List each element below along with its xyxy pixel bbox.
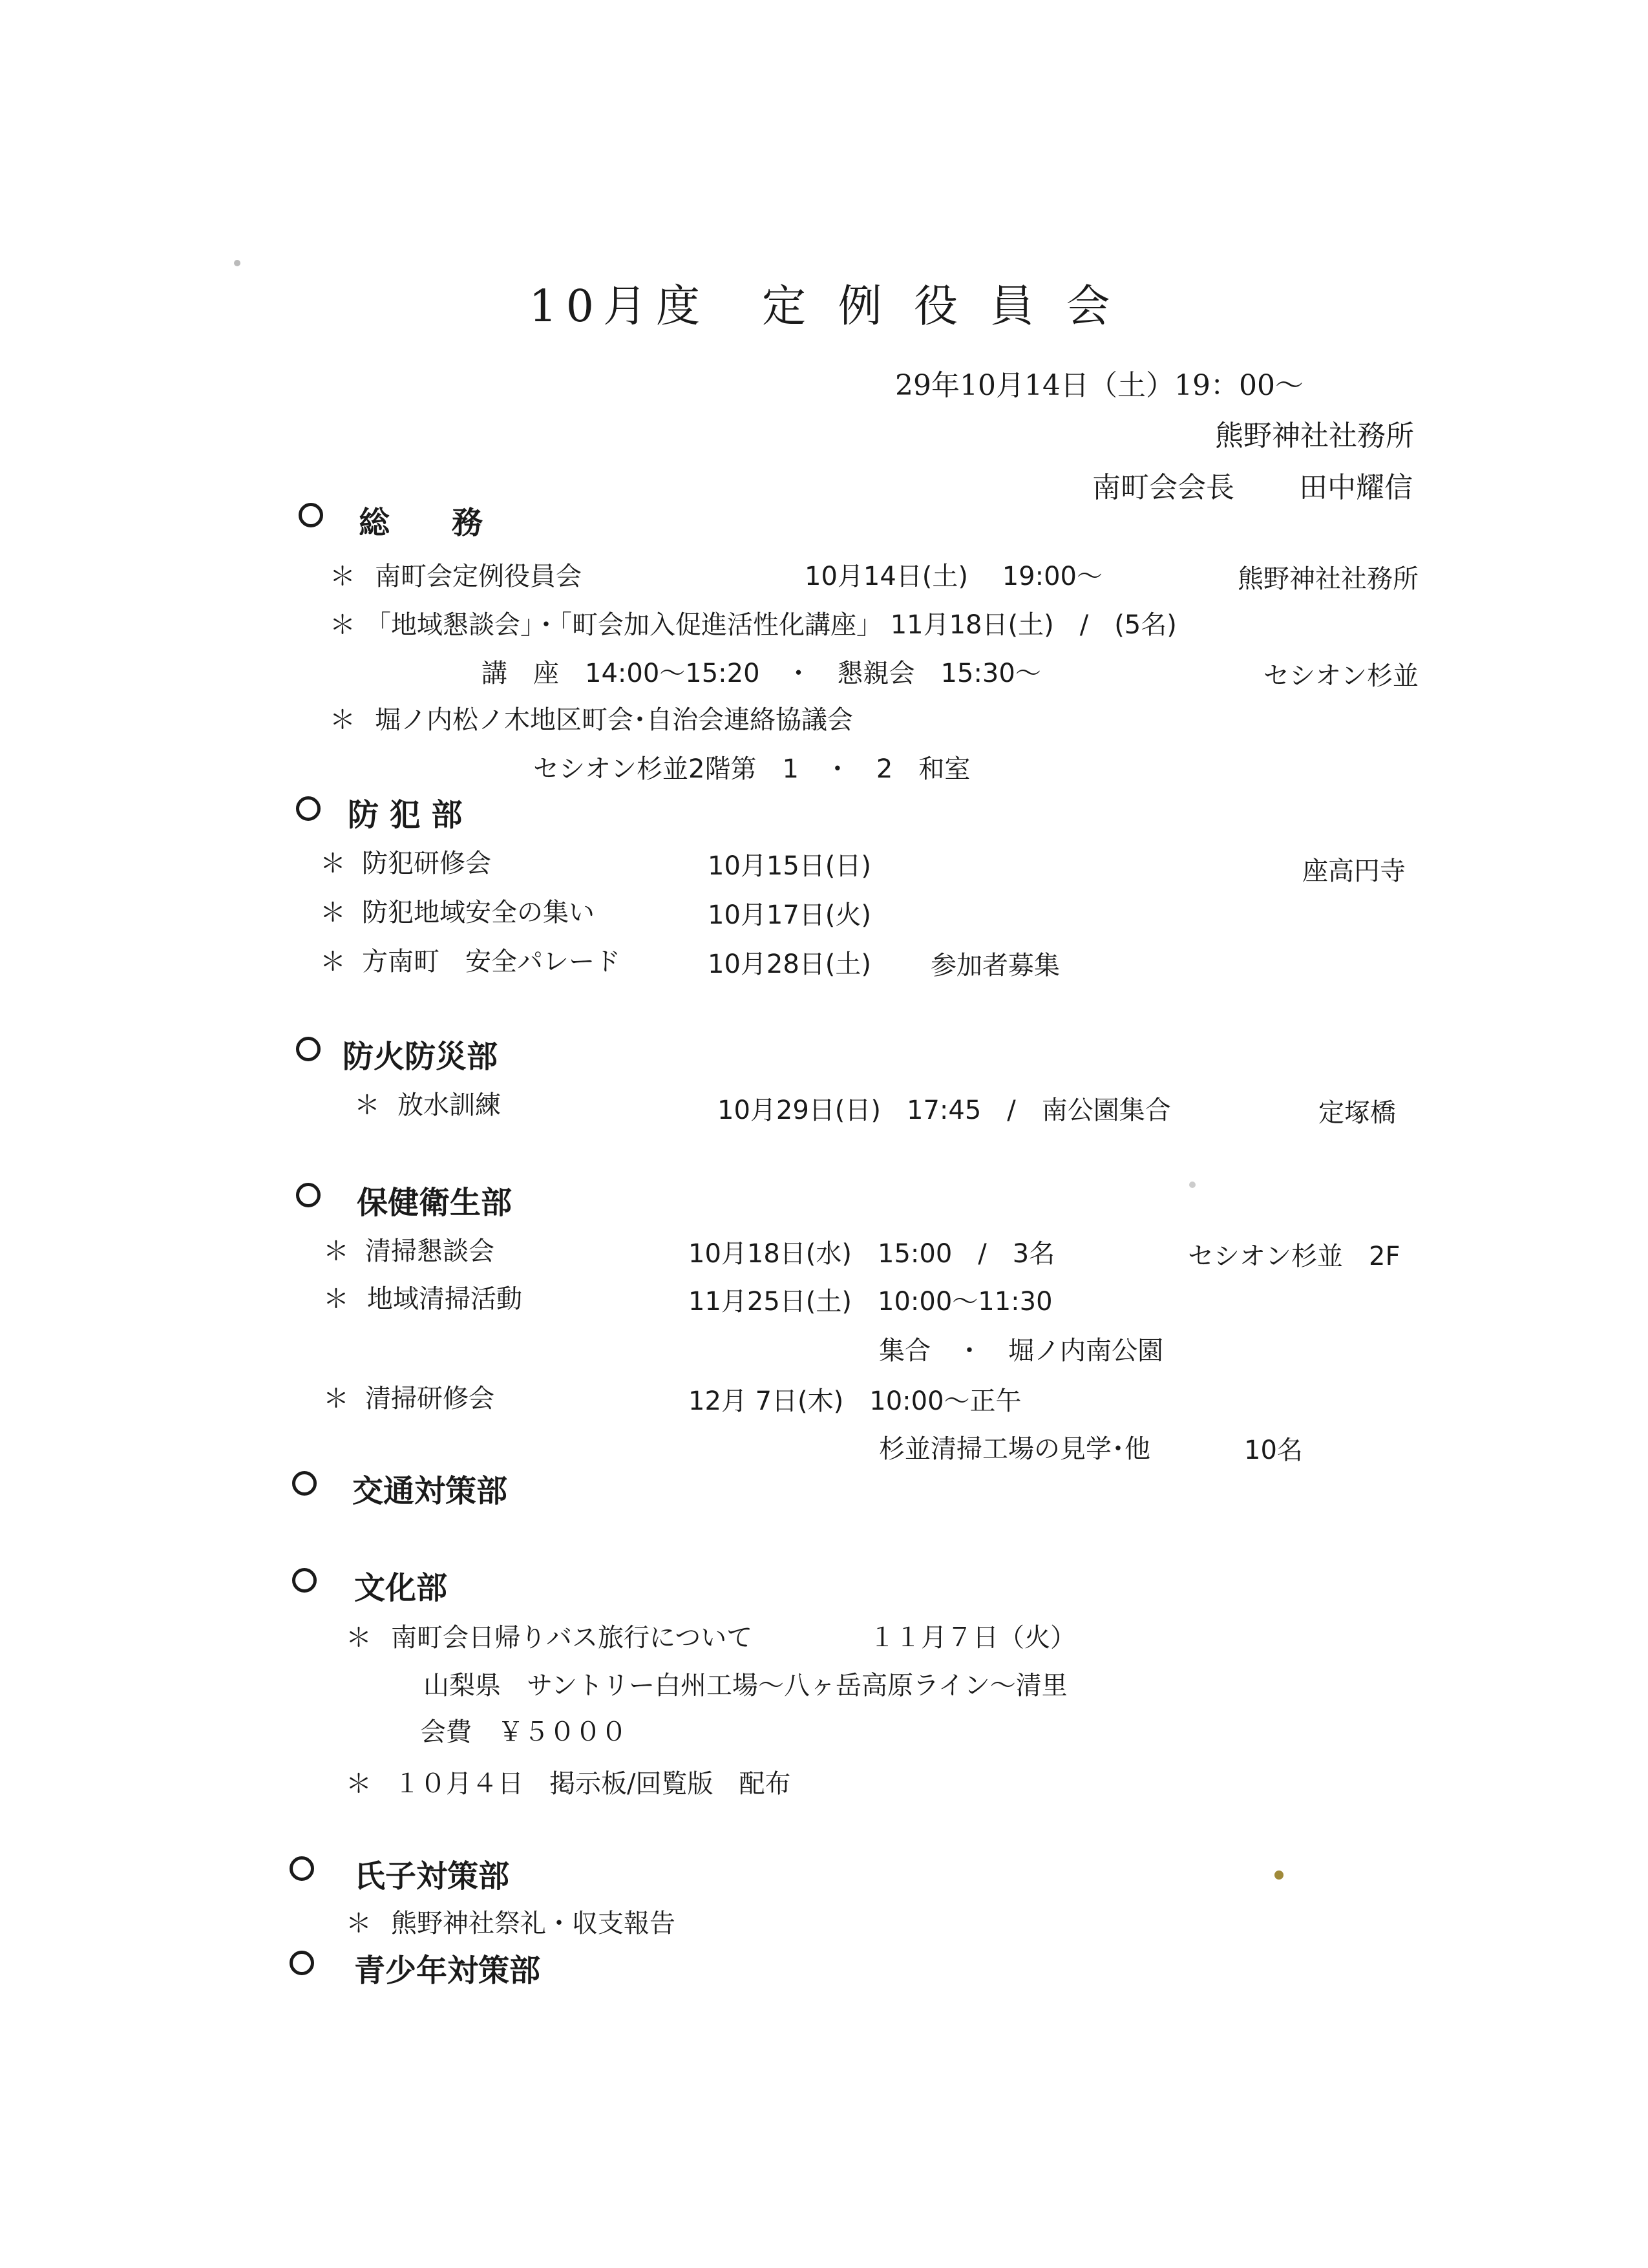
section-marker-circle (292, 1471, 317, 1498)
bullet-asterisk: ＊ (323, 1384, 349, 1414)
hoken-item3-name: 清掃研修会 (365, 1384, 494, 1414)
section-title-kotsu: 交通対策部 (352, 1473, 508, 1509)
bullet-asterisk: ＊ (354, 1090, 380, 1120)
section-marker-circle (296, 796, 321, 823)
hoken-item3-count: 10名 (1244, 1436, 1303, 1465)
somu-item2-detail: 講 座 14:00～15:20 ・ 懇親会 15:30～ (481, 659, 1041, 688)
meeting-venue: 熊野神社社務所 (1215, 419, 1414, 452)
scan-speck (1189, 1182, 1196, 1188)
hoken-item1-name: 清掃懇談会 (365, 1236, 494, 1266)
scan-speck (1274, 1871, 1284, 1880)
section-marker-circle (296, 1037, 321, 1064)
section-marker-circle (296, 1183, 321, 1210)
hoken-item3-place: 杉並清掃工場の見学･他 (879, 1434, 1150, 1464)
bohan-item3-note: 参加者募集 (931, 951, 1060, 980)
somu-item3-name: 堀ノ内松ノ木地区町会･自治会連絡協議会 (375, 705, 853, 735)
somu-item1-date: 10月14日(土) 19:00～ (805, 562, 1103, 591)
section-title-bunka: 文化部 (354, 1570, 448, 1606)
hoken-item3-date: 12月 7日(木) 10:00～正午 (688, 1386, 1022, 1416)
bullet-asterisk: ＊ (323, 1236, 349, 1266)
chair-name: 田中耀信 (1299, 471, 1413, 504)
bullet-asterisk: ＊ (320, 947, 346, 977)
bullet-asterisk: ＊ (330, 610, 355, 640)
section-marker-circle (290, 1951, 314, 1978)
bohan-item3-date: 10月28日(土) (708, 949, 872, 979)
bullet-asterisk: ＊ (323, 1284, 349, 1314)
section-title-bohan: 防 犯 部 (348, 797, 463, 833)
hoken-item2-name: 地域清掃活動 (367, 1284, 522, 1314)
somu-item1-name: 南町会定例役員会 (375, 562, 582, 591)
bohan-item2-date: 10月17日(火) (708, 900, 872, 930)
chair-role: 南町会会長 (1092, 471, 1234, 504)
bullet-asterisk: ＊ (346, 1909, 372, 1938)
bullet-asterisk: ＊ (320, 898, 346, 927)
section-marker-circle (290, 1856, 314, 1883)
hoken-item1-place: セシオン杉並 2F (1188, 1242, 1400, 1271)
bullet-asterisk: ＊ (346, 1769, 372, 1799)
somu-item2-place: セシオン杉並 (1263, 661, 1419, 691)
ujiko-item1-name: 熊野神社祭礼・収支報告 (391, 1909, 675, 1938)
section-title-seishonen: 青少年対策部 (354, 1953, 541, 1989)
somu-item2-name: 「地域懇談会」・「町会加入促進活性化講座」 11月18日(土) / (5名) (365, 610, 1177, 640)
section-marker-circle (292, 1568, 317, 1595)
bohan-item1-name: 防犯研修会 (362, 849, 491, 878)
bohan-item1-place: 座高円寺 (1302, 856, 1406, 886)
bohan-item2-name: 防犯地域安全の集い (362, 898, 595, 927)
bokabosai-item1-name: 放水訓練 (397, 1090, 501, 1120)
page-title: 10月度 定 例 役 員 会 (529, 281, 1119, 332)
bullet-asterisk: ＊ (346, 1623, 372, 1653)
section-marker-circle (299, 503, 323, 530)
meeting-datetime: 29年10月14日（土）19：00～ (895, 369, 1304, 402)
bunka-item1-name: 南町会日帰りバス旅行について (391, 1623, 753, 1653)
somu-item1-place: 熊野神社社務所 (1238, 564, 1419, 594)
hoken-item1-date: 10月18日(水) 15:00 / 3名 (688, 1239, 1055, 1269)
bullet-asterisk: ＊ (330, 705, 355, 735)
scan-speck (234, 260, 240, 266)
bunka-item1-route: 山梨県 サントリー白州工場～八ヶ岳高原ライン～清里 (423, 1671, 1068, 1701)
bunka-item1-date: １１月７日（火） (869, 1623, 1076, 1653)
hoken-item2-date: 11月25日(土) 10:00～11:30 (688, 1287, 1053, 1317)
bunka-item1-fee: 会費 ￥５０００ (420, 1717, 627, 1747)
bokabosai-item1-date: 10月29日(日) 17:45 / 南公園集合 (717, 1096, 1171, 1125)
bohan-item1-date: 10月15日(日) (708, 851, 872, 881)
bohan-item3-name: 方南町 安全パレード (362, 947, 620, 977)
bokabosai-item1-place: 定塚橋 (1318, 1098, 1396, 1128)
bunka-item2-name: １０月４日 掲示板/回覧版 配布 (394, 1769, 791, 1799)
bullet-asterisk: ＊ (320, 849, 346, 878)
section-title-hoken: 保健衛生部 (357, 1185, 512, 1221)
section-title-bokabosai: 防火防災部 (343, 1039, 498, 1075)
section-title-ujiko: 氏子対策部 (354, 1858, 510, 1894)
section-title-somu: 総 務 (359, 505, 483, 541)
hoken-item2-place: 集合 ・ 堀ノ内南公園 (879, 1336, 1163, 1366)
bullet-asterisk: ＊ (330, 562, 355, 591)
somu-item3-place: セシオン杉並2階第 1 ・ 2 和室 (533, 754, 971, 784)
